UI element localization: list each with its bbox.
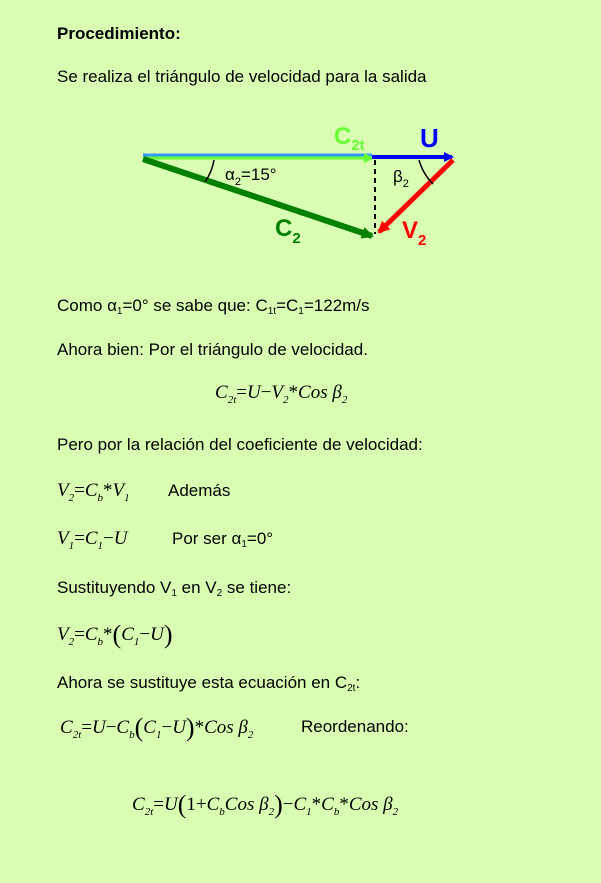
- note-por-ser: Por ser $\alpha_1=0^\circ$: [172, 529, 274, 550]
- label-c2: $C_2$: [275, 215, 301, 247]
- note-reordenando: Reordenando:: [301, 717, 409, 736]
- line-sustituyendo: Sustituyendo $V_1$ en $V_2$ se tiene:: [57, 578, 292, 599]
- equation-c2t-final: $C_{2t}=U(1+C_bCos$ $\beta_2)-C_1*C_b*Cos$ $\beta_2$: [132, 790, 399, 819]
- label-v2: $V_2$: [402, 217, 427, 249]
- page-title: Procedimiento:: [57, 24, 181, 43]
- line-pero: Pero por la relación del coeficiente de velocidad:: [57, 435, 423, 454]
- line-ahora-sustituye: Ahora se sustituye esta ecuación en $C_{2t}$:: [57, 673, 361, 694]
- label-u: U: [420, 123, 439, 153]
- line-como: Como $\alpha_1=0^\circ$ se sabe que: $C_{1t}=C_1=122m/s$: [57, 296, 370, 317]
- equation-v2-cb: $V_2=C_b*V_1$: [57, 480, 130, 504]
- label-c2t: $C_{2t}$: [334, 123, 365, 154]
- label-beta: $\beta_2$: [393, 167, 409, 190]
- velocity-triangle-diagram: [0, 110, 601, 260]
- note-ademas: Además: [168, 481, 231, 500]
- intro-text: Se realiza el triángulo de velocidad para la salida: [57, 67, 427, 86]
- line-ahora-bien: Ahora bien: Por el triángulo de velocidad.: [57, 340, 368, 359]
- label-alpha: $\alpha_2=15^\circ$: [225, 165, 277, 188]
- equation-c2t: $C_{2t}=U-V_2*Cos$ $\beta_2$: [215, 382, 348, 406]
- equation-v1: $V_1=C_1-U$: [57, 528, 128, 552]
- equation-c2t-substituted: $C_{2t}=U-C_b(C_1-U)*Cos$ $\beta_2$: [60, 713, 254, 742]
- equation-v2-substituted: $V_2=C_b*(C_1-U)$: [57, 620, 173, 649]
